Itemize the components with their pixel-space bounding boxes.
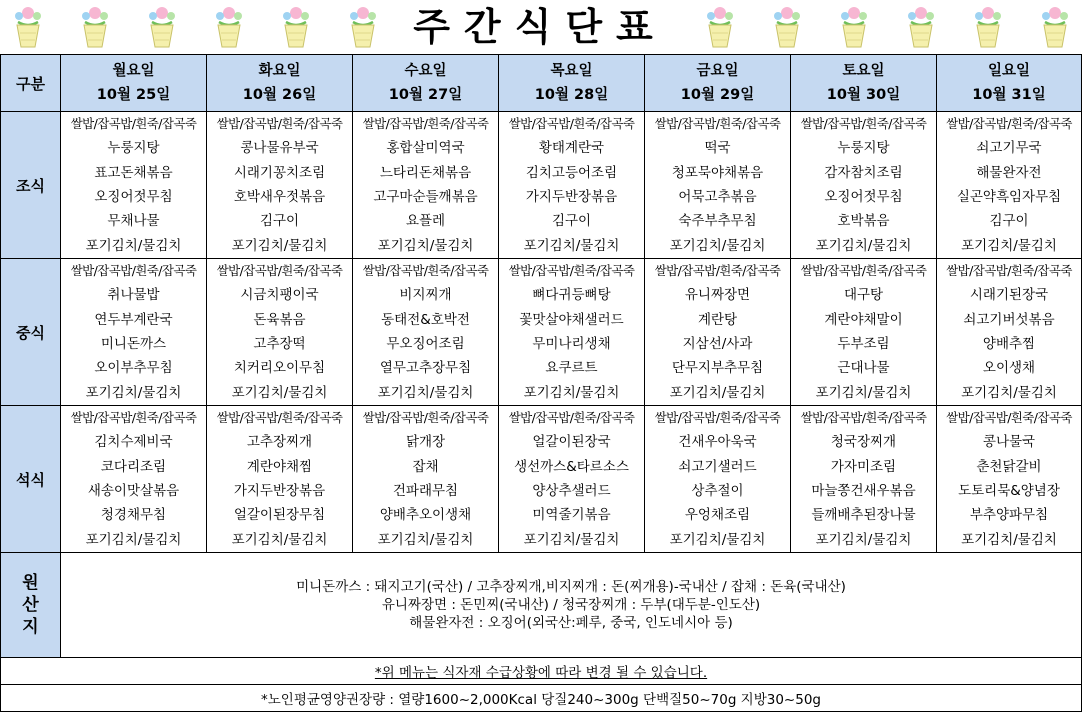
day-header — [645, 55, 791, 112]
menu-item: 상추절이 — [691, 483, 744, 499]
menu-item: 청국장찌개 — [830, 434, 897, 451]
menu-item: 춘천닭갈비 — [976, 458, 1042, 475]
origin-label — [1, 553, 61, 658]
menu-item: 감자참치조림 — [824, 164, 903, 181]
menu-item: 해물완자전 — [976, 164, 1042, 181]
menu-item: 요쿠르트 — [545, 360, 598, 377]
menu-item: 느타리돈채볶음 — [379, 164, 472, 181]
meal-row — [1, 259, 1082, 406]
menu-item: 근대나물 — [837, 360, 890, 377]
menu-cell — [499, 406, 645, 553]
menu-cell — [791, 112, 937, 259]
meal-label: 석식 — [1, 406, 61, 553]
menu-item: 계란야채찜 — [246, 458, 313, 475]
menu-item: 쇠고기무국 — [976, 140, 1042, 157]
menu-item: 도토리묵&양념장 — [958, 483, 1060, 499]
menu-item: 건파래무침 — [392, 483, 459, 499]
menu-item: 쌀밥/잡곡밥/흰죽/잡곡죽 — [946, 116, 1072, 132]
menu-cell — [791, 259, 937, 406]
menu-item: 고구마순들깨볶음 — [373, 189, 478, 205]
menu-cell — [207, 259, 353, 406]
menu-item: 쌀밥/잡곡밥/흰죽/잡곡죽 — [946, 410, 1072, 426]
menu-item: 포기김치/물김치 — [85, 531, 182, 548]
menu-item: 단무지부추무침 — [671, 360, 764, 377]
menu-cell — [353, 112, 499, 259]
menu-item: 쌀밥/잡곡밥/흰죽/잡곡죽 — [654, 116, 781, 132]
menu-item: 쌀밥/잡곡밥/흰죽/잡곡죽 — [800, 263, 927, 279]
menu-item: 열무고추장무침 — [379, 360, 472, 377]
menu-item: 포기김치/물김치 — [231, 384, 328, 401]
flower-pot-icon — [968, 3, 1008, 51]
menu-item: 쌀밥/잡곡밥/흰죽/잡곡죽 — [70, 263, 197, 279]
flower-pot-icon — [209, 3, 249, 51]
menu-item: 쇠고기버섯볶음 — [963, 311, 1055, 328]
menu-item: 포기김치/물김치 — [523, 384, 620, 401]
origin-label-char: 지 — [22, 617, 39, 637]
page-title: 주간식단표 — [413, 5, 667, 49]
meal-label: 중식 — [1, 259, 61, 406]
menu-item: 포기김치/물김치 — [669, 531, 766, 548]
menu-item: 닭개장 — [405, 434, 446, 451]
menu-cell — [353, 406, 499, 553]
flower-pot-icon — [901, 3, 941, 51]
header-row — [1, 55, 1082, 112]
day-date: 10월 27일 — [388, 87, 463, 103]
menu-item: 쌀밥/잡곡밥/흰죽/잡곡죽 — [946, 263, 1072, 279]
day-name: 금요일 — [696, 63, 739, 79]
menu-item: 부추양파무침 — [969, 507, 1049, 524]
menu-item: 콩나물유부국 — [240, 140, 319, 157]
menu-item: 김구이 — [551, 213, 592, 230]
notice-text: *위 메뉴는 식자재 수급상황에 따라 변경 될 수 있습니다. — [374, 665, 708, 681]
menu-item: 치커리오이무침 — [233, 360, 326, 377]
day-date: 10월 31일 — [972, 87, 1046, 103]
day-header — [207, 55, 353, 112]
menu-item: 김구이 — [989, 213, 1029, 230]
menu-item: 포기김치/물김치 — [523, 237, 620, 254]
menu-item: 포기김치/물김치 — [815, 531, 912, 548]
menu-item: 무오징어조림 — [386, 336, 465, 352]
menu-item: 포기김치/물김치 — [669, 384, 766, 401]
day-header — [61, 55, 207, 112]
menu-item: 뼈다귀등뼈탕 — [532, 287, 611, 304]
day-date: 10월 26일 — [242, 87, 317, 103]
menu-item: 떡국 — [704, 140, 731, 157]
menu-item: 미역줄기볶음 — [532, 507, 611, 524]
menu-item: 쌀밥/잡곡밥/흰죽/잡곡죽 — [654, 410, 781, 426]
flower-pot-icon — [834, 3, 874, 51]
menu-item: 표고돈채볶음 — [94, 164, 173, 181]
menu-item: 청경채무침 — [100, 507, 167, 524]
menu-item: 시금치팽이국 — [240, 287, 319, 304]
menu-item: 오징어젓무침 — [94, 189, 173, 205]
menu-item: 포기김치/물김치 — [377, 531, 474, 548]
menu-cell — [791, 406, 937, 553]
origin-line: 미니돈까스 : 돼지고기(국산) / 고추장찌개,비지찌개 : 돈(찌개용)-국내산 / 잡채 : 돈육(국내산) — [296, 579, 846, 595]
menu-item: 대구탕 — [843, 287, 884, 304]
menu-item: 포기김치/물김치 — [815, 237, 912, 254]
menu-item: 쌀밥/잡곡밥/흰죽/잡곡죽 — [800, 410, 927, 426]
menu-item: 포기김치/물김치 — [669, 237, 766, 254]
origin-label-char: 원 — [22, 573, 39, 593]
menu-cell — [499, 259, 645, 406]
menu-item: 실곤약흑임자무침 — [956, 189, 1062, 205]
menu-item: 김치고등어조림 — [525, 164, 618, 181]
menu-item: 두부조림 — [837, 336, 890, 352]
menu-item: 쌀밥/잡곡밥/흰죽/잡곡죽 — [216, 116, 343, 132]
flower-pot-icon — [75, 3, 115, 51]
menu-item: 들깨배추된장나물 — [811, 507, 916, 524]
day-name: 일요일 — [987, 63, 1031, 79]
menu-item: 양배추오이생채 — [379, 507, 472, 524]
menu-item: 포기김치/물김치 — [377, 237, 474, 254]
day-name: 수요일 — [404, 63, 447, 79]
menu-item: 포기김치/물김치 — [231, 531, 328, 548]
menu-item: 쌀밥/잡곡밥/흰죽/잡곡죽 — [508, 263, 635, 279]
menu-item: 누룽지탕 — [837, 140, 890, 157]
day-date: 10월 28일 — [534, 87, 609, 103]
menu-item: 쌀밥/잡곡밥/흰죽/잡곡죽 — [508, 410, 635, 426]
title-banner — [0, 0, 1083, 54]
menu-item: 호박볶음 — [837, 213, 890, 230]
menu-item: 황태계란국 — [538, 140, 605, 157]
menu-item: 지삼선/사과 — [682, 336, 753, 352]
menu-item: 호박새우젓볶음 — [233, 189, 326, 205]
menu-item: 취나물밥 — [107, 287, 160, 304]
menu-cell — [207, 406, 353, 553]
menu-item: 누룽지탕 — [107, 140, 160, 157]
day-date: 10월 29일 — [680, 87, 755, 103]
menu-cell — [207, 112, 353, 259]
menu-item: 청포묵야채볶음 — [671, 164, 764, 181]
day-name: 화요일 — [258, 63, 301, 79]
origin-line: 유니짜장면 : 돈민찌(국내산) / 청국장찌개 : 두부(대두분-인도산) — [381, 597, 761, 613]
menu-item: 오이생채 — [982, 360, 1036, 377]
menu-item: 포기김치/물김치 — [961, 237, 1057, 254]
menu-item: 김구이 — [259, 213, 300, 230]
menu-item: 고추장떡 — [253, 336, 306, 352]
menu-item: 무미나리생채 — [532, 336, 611, 352]
menu-item: 코다리조림 — [100, 458, 167, 475]
menu-item: 쌀밥/잡곡밥/흰죽/잡곡죽 — [362, 410, 489, 426]
menu-item: 어묵고추볶음 — [678, 189, 757, 205]
menu-item: 쌀밥/잡곡밥/흰죽/잡곡죽 — [508, 116, 635, 132]
menu-item: 콩나물국 — [982, 434, 1036, 451]
origin-info — [61, 553, 1082, 658]
menu-item: 쌀밥/잡곡밥/흰죽/잡곡죽 — [362, 263, 489, 279]
menu-item: 포기김치/물김치 — [815, 384, 912, 401]
day-header — [353, 55, 499, 112]
menu-item: 쌀밥/잡곡밥/흰죽/잡곡죽 — [654, 263, 781, 279]
meal-row — [1, 406, 1082, 553]
menu-item: 요플레 — [405, 213, 446, 230]
menu-cell — [61, 112, 207, 259]
menu-item: 계란야채말이 — [824, 311, 903, 328]
menu-item: 오이부추무침 — [94, 360, 173, 377]
menu-item: 계란탕 — [697, 311, 738, 328]
menu-cell — [645, 406, 791, 553]
menu-item: 가자미조림 — [830, 458, 897, 475]
menu-item: 쌀밥/잡곡밥/흰죽/잡곡죽 — [70, 116, 197, 132]
menu-item: 잡채 — [412, 458, 439, 475]
menu-item: 비지찌개 — [399, 287, 452, 304]
day-name: 목요일 — [550, 63, 593, 79]
menu-item: 쌀밥/잡곡밥/흰죽/잡곡죽 — [800, 116, 927, 132]
day-header — [499, 55, 645, 112]
meal-label: 조식 — [1, 112, 61, 259]
flower-pot-icon — [142, 3, 182, 51]
menu-item: 포기김치/물김치 — [961, 384, 1057, 401]
menu-item: 쌀밥/잡곡밥/흰죽/잡곡죽 — [216, 410, 343, 426]
notice — [1, 658, 1082, 685]
menu-item: 오징어젓무침 — [824, 189, 903, 205]
menu-item: 유니짜장면 — [684, 287, 751, 304]
menu-item: 시래기꽁치조림 — [233, 164, 326, 181]
menu-item: 연두부계란국 — [94, 311, 173, 328]
flower-pot-icon — [276, 3, 316, 51]
menu-table — [0, 54, 1082, 712]
flower-pot-icon — [8, 3, 48, 51]
origin-label-char: 산 — [22, 595, 39, 615]
menu-item: 쌀밥/잡곡밥/흰죽/잡곡죽 — [70, 410, 197, 426]
menu-item: 가지두반장볶음 — [525, 189, 618, 205]
origin-row — [1, 553, 1082, 658]
menu-item: 쇠고기샐러드 — [678, 458, 757, 475]
day-date: 10월 25일 — [96, 87, 171, 103]
day-name: 월요일 — [112, 63, 155, 79]
menu-item: 생선까스&타르소스 — [514, 458, 629, 475]
flower-pot-icon — [767, 3, 807, 51]
menu-item: 홍합살미역국 — [386, 140, 465, 157]
nutrition-text: *노인평균영양권장량 : 열량1600~2,000Kcal 당질240~300g 단백질50~70g 지방30~50g — [1, 685, 1082, 712]
menu-item: 마늘쫑건새우볶음 — [811, 483, 916, 499]
menu-item: 우엉채조림 — [684, 507, 751, 524]
menu-item: 시래기된장국 — [969, 287, 1049, 304]
notice-row — [1, 658, 1082, 685]
menu-item: 양상추샐러드 — [532, 483, 611, 499]
menu-item: 가지두반장볶음 — [233, 483, 326, 499]
menu-cell — [499, 112, 645, 259]
menu-item: 포기김치/물김치 — [377, 384, 474, 401]
menu-item: 포기김치/물김치 — [961, 531, 1057, 548]
menu-cell — [937, 259, 1082, 406]
day-header — [791, 55, 937, 112]
menu-cell — [645, 259, 791, 406]
menu-item: 김치수제비국 — [94, 434, 173, 451]
meal-row — [1, 112, 1082, 259]
menu-item: 얼갈이된장국 — [532, 434, 611, 451]
menu-item: 돈육볶음 — [253, 311, 306, 328]
menu-item: 미니돈까스 — [100, 336, 167, 352]
menu-item: 얼갈이된장무침 — [233, 507, 326, 524]
day-date: 10월 30일 — [826, 87, 901, 103]
flower-pot-icon — [1035, 3, 1075, 51]
menu-cell — [353, 259, 499, 406]
menu-item: 숙주부추무침 — [678, 213, 757, 230]
corner-label: 구분 — [1, 55, 61, 112]
day-header — [937, 55, 1082, 112]
menu-item: 포기김치/물김치 — [231, 237, 328, 254]
menu-item: 꽃맛살야채샐러드 — [519, 311, 624, 328]
menu-cell — [937, 112, 1082, 259]
menu-item: 동태전&호박전 — [381, 311, 470, 328]
menu-cell — [937, 406, 1082, 553]
menu-item: 건새우아욱국 — [678, 434, 757, 451]
origin-line: 해물완자전 : 오징어(외국산:페루, 중국, 인도네시아 등) — [409, 615, 733, 631]
nutrition-row — [1, 685, 1082, 712]
menu-item: 무채나물 — [107, 213, 160, 230]
menu-cell — [61, 259, 207, 406]
menu-item: 양배추찜 — [982, 336, 1036, 352]
menu-item: 쌀밥/잡곡밥/흰죽/잡곡죽 — [216, 263, 343, 279]
menu-item: 포기김치/물김치 — [85, 384, 182, 401]
menu-item: 포기김치/물김치 — [523, 531, 620, 548]
day-name: 토요일 — [842, 63, 885, 79]
menu-item: 포기김치/물김치 — [85, 237, 182, 254]
menu-item: 새송이맛살볶음 — [87, 483, 180, 499]
menu-cell — [61, 406, 207, 553]
menu-item: 쌀밥/잡곡밥/흰죽/잡곡죽 — [362, 116, 489, 132]
menu-item: 고추장찌개 — [246, 434, 313, 451]
menu-cell — [645, 112, 791, 259]
